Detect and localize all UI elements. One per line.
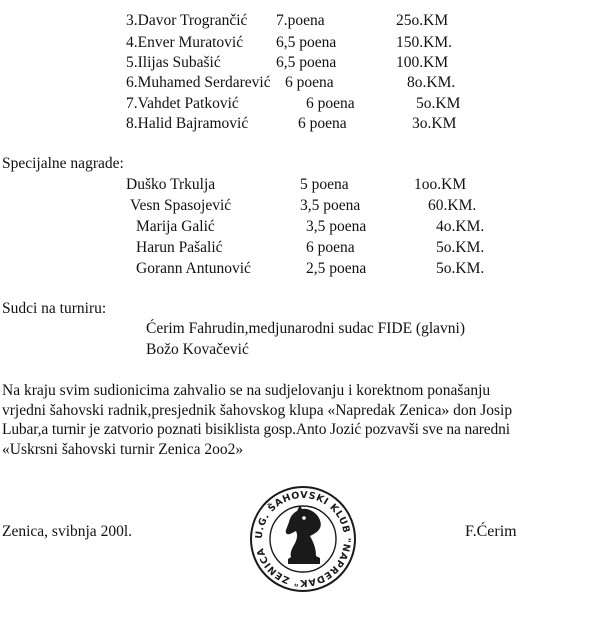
result-points: 6 poena: [285, 74, 334, 91]
result-name: 5.Ilijas Subašić: [126, 54, 221, 71]
chess-knight-icon: [286, 505, 321, 564]
judge-entry: Božo Kovačević: [146, 341, 249, 358]
judge-entry: Ćerim Fahrudin,medjunarodni sudac FIDE (glavni): [146, 320, 465, 337]
special-points: 6 poena: [306, 239, 355, 256]
result-name: 3.Davor Trogrančić: [126, 12, 248, 29]
result-name: 4.Enver Muratović: [126, 34, 244, 51]
signature: F.Ćerim: [465, 523, 517, 540]
result-prize: 5o.KM: [416, 95, 461, 112]
closing-line: Lubar,a turnir je zatvorio poznati bisiklista gosp.Anto Jozić pozvavši sve na naredni: [2, 421, 510, 438]
result-points: 7.poena: [276, 12, 325, 29]
special-points: 2,5 poena: [306, 260, 367, 277]
special-name: Vesn Spasojević: [130, 197, 232, 214]
special-points: 3,5 poena: [300, 197, 361, 214]
result-points: 6 poena: [306, 95, 355, 112]
special-points: 5 poena: [300, 176, 349, 193]
result-prize: 8o.KM.: [407, 74, 456, 91]
club-stamp: [248, 484, 358, 594]
special-points: 3,5 poena: [306, 218, 367, 235]
stamp-text: U.G. ŠAHOVSKI KLUB "NAPREDAK" ZENICA: [253, 489, 353, 589]
special-prizes-heading: Specijalne nagrade:: [2, 155, 124, 172]
special-name: Harun Pašalić: [136, 239, 223, 256]
closing-line: «Uskrsni šahovski turnir Zenica 2oo2»: [2, 440, 244, 458]
closing-line: Na kraju svim sudionicima zahvalio se na sudjelovanju i korektnom ponašanju: [2, 382, 491, 399]
special-prize: 5o.KM.: [436, 239, 485, 256]
result-prize: 150.KM.: [396, 34, 452, 51]
result-name: 6.Muhamed Serdarević: [126, 74, 271, 91]
special-name: Duško Trkulja: [126, 176, 216, 193]
place-date: Zenica, svibnja 200l.: [2, 523, 132, 540]
result-prize: 100.KM: [396, 54, 449, 71]
result-points: 6,5 poena: [276, 34, 337, 51]
judges-heading: Sudci na turniru:: [2, 300, 107, 317]
special-prize: 1oo.KM: [414, 176, 467, 193]
result-prize: 25o.KM: [396, 12, 449, 29]
special-prize: 60.KM.: [428, 197, 477, 214]
closing-paragraph: [2, 381, 600, 459]
result-prize: 3o.KM: [412, 115, 457, 132]
special-prize: 4o.KM.: [436, 218, 485, 235]
special-name: Marija Galić: [136, 218, 215, 235]
closing-line: vrjedni šahovski radnik,presjednik šahovskog klupa «Napredak Zenica» don Josip: [2, 401, 513, 419]
result-points: 6 poena: [298, 115, 347, 132]
result-name: 7.Vahdet Patković: [126, 95, 239, 112]
result-points: 6,5 poena: [276, 54, 337, 71]
special-prize: 5o.KM.: [436, 260, 485, 277]
special-name: Gorann Antunović: [136, 260, 251, 277]
result-name: 8.Halid Bajramović: [126, 115, 249, 132]
